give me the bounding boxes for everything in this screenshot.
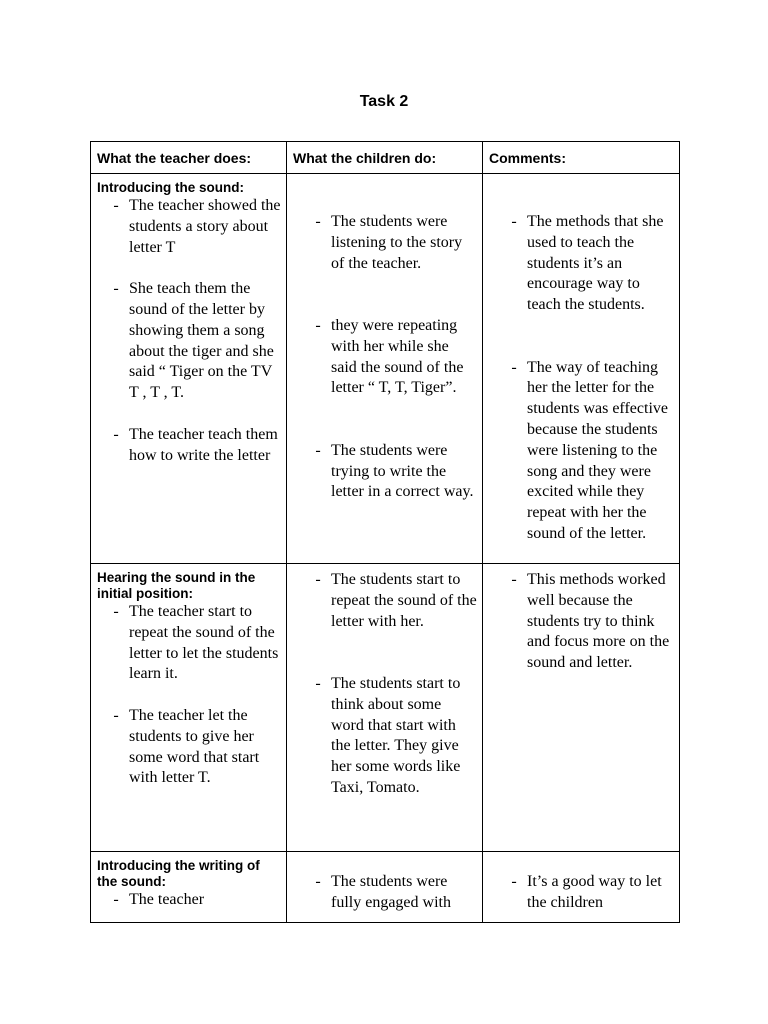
comments-cell (483, 852, 680, 923)
list-item: - The students were listening to the story of the teacher. (315, 213, 463, 272)
section-heading: Hearing the sound in the initial position: (97, 570, 256, 601)
table-header-row (91, 142, 680, 174)
page-title: Task 2 (359, 93, 409, 110)
header-teacher: What the teacher does: (91, 142, 287, 174)
section-heading: Introducing the sound: (97, 180, 244, 195)
children-cell (287, 174, 483, 564)
teacher-cell (91, 852, 287, 923)
header-comments: Comments: (483, 142, 680, 174)
header-children: What the children do: (287, 142, 483, 174)
list-item: - The students start to think about some word that start with the letter. They give her some words like Taxi, Tomato. (315, 674, 461, 796)
list-item: - The way of teaching her the letter for the students was effective because the students were listening to the song and they were excited while they repeat with her the sound of the letter. (511, 358, 668, 542)
list-item: - The teacher (113, 891, 205, 908)
list-item: - they were repeating with her while she said the sound of the letter “ T, T, Tiger”. (315, 316, 464, 397)
list-item: - She teach them the sound of the letter by showing them a song about the tiger and she said “ Tiger on the TV T , T , T. (113, 280, 274, 402)
table-row (91, 564, 680, 852)
list-item: - The students were fully engaged with (315, 873, 451, 911)
list-item: - This methods worked well because the students try to think and focus more on the sound and letter. (511, 571, 670, 672)
teacher-cell (91, 564, 287, 852)
section-heading: Introducing the writing of the sound: (97, 858, 260, 889)
table-row (91, 852, 680, 923)
list-item: - The teacher start to repeat the sound of the letter to let the students learn it. (113, 603, 279, 683)
list-item: - The teacher showed the students a story about letter T (113, 197, 281, 256)
list-item: - The teacher teach them how to write the letter (113, 425, 278, 464)
list-item: - The methods that she used to teach the students it’s an encourage way to teach the students. (511, 213, 664, 314)
list-item: - The students start to repeat the sound of the letter with her. (315, 571, 477, 630)
list-item: - The teacher let the students to give her some word that start with letter T. (113, 706, 260, 787)
comments-cell (483, 174, 680, 564)
teacher-cell (91, 174, 287, 564)
table-row (91, 174, 680, 564)
children-cell (287, 852, 483, 923)
children-cell (287, 564, 483, 852)
list-item: - It’s a good way to let the children (511, 873, 662, 911)
list-item: - The students were trying to write the letter in a correct way. (315, 441, 474, 501)
comments-cell (483, 564, 680, 852)
observation-table (90, 141, 680, 923)
